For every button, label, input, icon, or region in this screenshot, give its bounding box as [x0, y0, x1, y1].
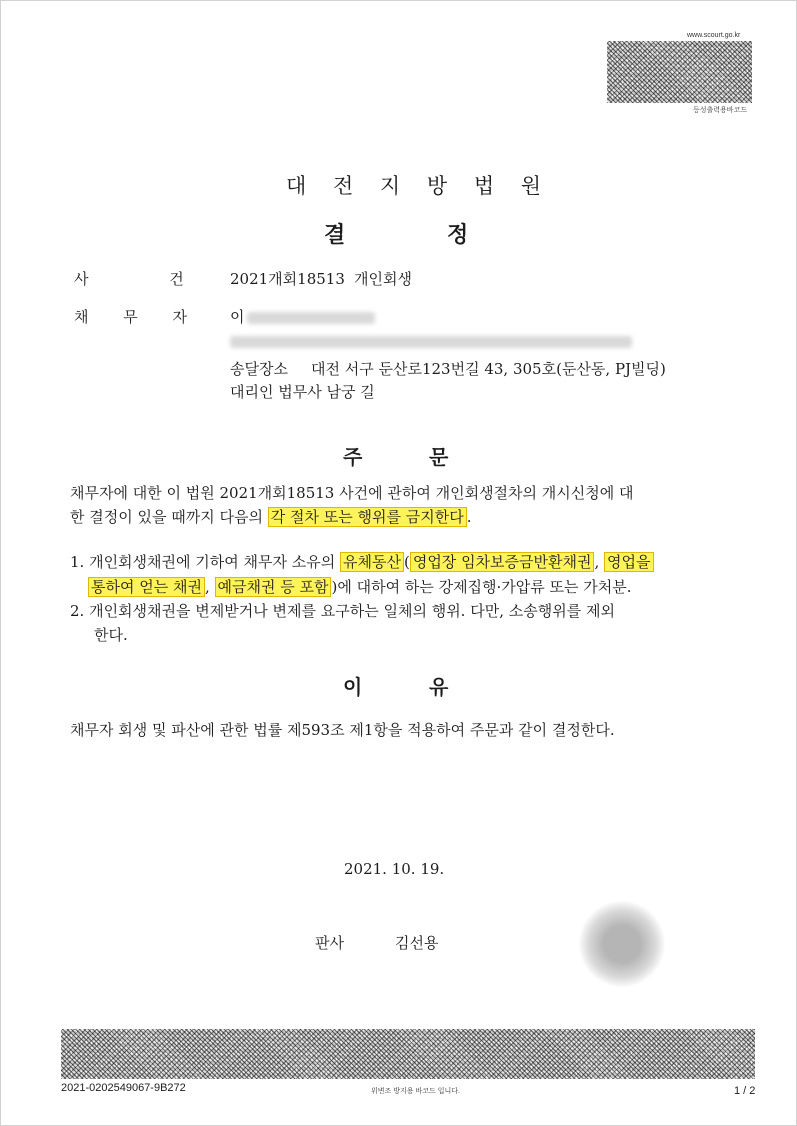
- item1-line2-comma: ,: [204, 578, 215, 596]
- item1-text: 1. 개인회생채권에 기하여 채무자 소유의: [70, 553, 340, 571]
- redacted-address: [230, 336, 632, 348]
- qr-code: [607, 41, 752, 103]
- judge-name: 김선용: [395, 934, 439, 952]
- agent-line: 대리인 법무사 남궁 길: [230, 383, 375, 401]
- judge-title: 판사: [315, 934, 344, 952]
- order-item-1-line2: [88, 577, 632, 597]
- item1-line2-text: )에 대하여 하는 강제집행·가압류 또는 가처분.: [331, 578, 632, 596]
- item1-paren: (: [403, 553, 410, 571]
- qr-caption: 등성출력용바코드: [693, 107, 748, 114]
- court-name: 대 전 지 방 법 원: [286, 174, 552, 198]
- case-label: 사 건: [74, 270, 222, 288]
- reason-heading-b: 유: [429, 675, 449, 699]
- decision-date: 2021. 10. 19.: [344, 860, 445, 878]
- anti-forgery-barcode: [61, 1029, 755, 1079]
- order-item-2-line2: 한다.: [94, 626, 128, 644]
- highlight-prohibition: 각 절차 또는 행위를 금지한다: [268, 507, 467, 527]
- order-intro-line1: 채무자에 대한 이 법원 2021개회18513 사건에 관하여 개인회생절차의 개시신청에 대: [70, 484, 634, 502]
- order-heading-a: 주: [343, 445, 363, 469]
- redacted-name-detail: [247, 312, 375, 324]
- order-item-1-line1: [70, 552, 654, 572]
- highlight-business-claim: 통하여 얻는 채권: [88, 577, 205, 597]
- doc-number: 2021-0202549067-9B272: [61, 1082, 186, 1094]
- court-seal: [579, 901, 665, 987]
- qr-site-url: www.scourt.go.kr: [687, 32, 741, 39]
- highlight-deposit-claim: 영업장 임차보증금반환채권: [410, 552, 595, 572]
- case-number: 2021개회18513: [230, 270, 345, 288]
- highlight-deposit-included: 예금채권 등 포함: [215, 577, 332, 597]
- item1-comma: ,: [594, 553, 605, 571]
- delivery-label: 송달장소: [230, 360, 288, 378]
- order-item-2-line1: 2. 개인회생채권을 변제받거나 변제를 요구하는 일체의 행위. 다만, 소송행위를 제외: [70, 602, 615, 620]
- intro-period: .: [466, 508, 472, 526]
- debtor-label: 채 무 자: [74, 308, 203, 326]
- barcode-note: 위변조 방지용 바코드 입니다.: [371, 1088, 460, 1095]
- case-name: 개인회생: [354, 270, 412, 288]
- intro-text: 한 결정이 있을 때까지 다음의: [70, 508, 263, 526]
- doc-type-char-b: 정: [447, 222, 469, 248]
- highlight-business: 영업을: [604, 552, 653, 572]
- debtor-name: 이: [230, 308, 245, 326]
- doc-type-char-a: 결: [324, 222, 346, 248]
- reason-text: 채무자 회생 및 파산에 관한 법률 제593조 제1항을 적용하여 주문과 같이 결정한다.: [70, 721, 615, 739]
- highlight-movable-property: 유체동산: [340, 552, 404, 572]
- delivery-address: 대전 서구 둔산로123번길 43, 305호(둔산동, PJ빌딩): [311, 360, 666, 378]
- reason-heading-a: 이: [343, 675, 363, 699]
- order-heading-b: 문: [429, 445, 449, 469]
- order-intro-line2: [70, 507, 472, 527]
- page-number: 1 / 2: [734, 1085, 756, 1097]
